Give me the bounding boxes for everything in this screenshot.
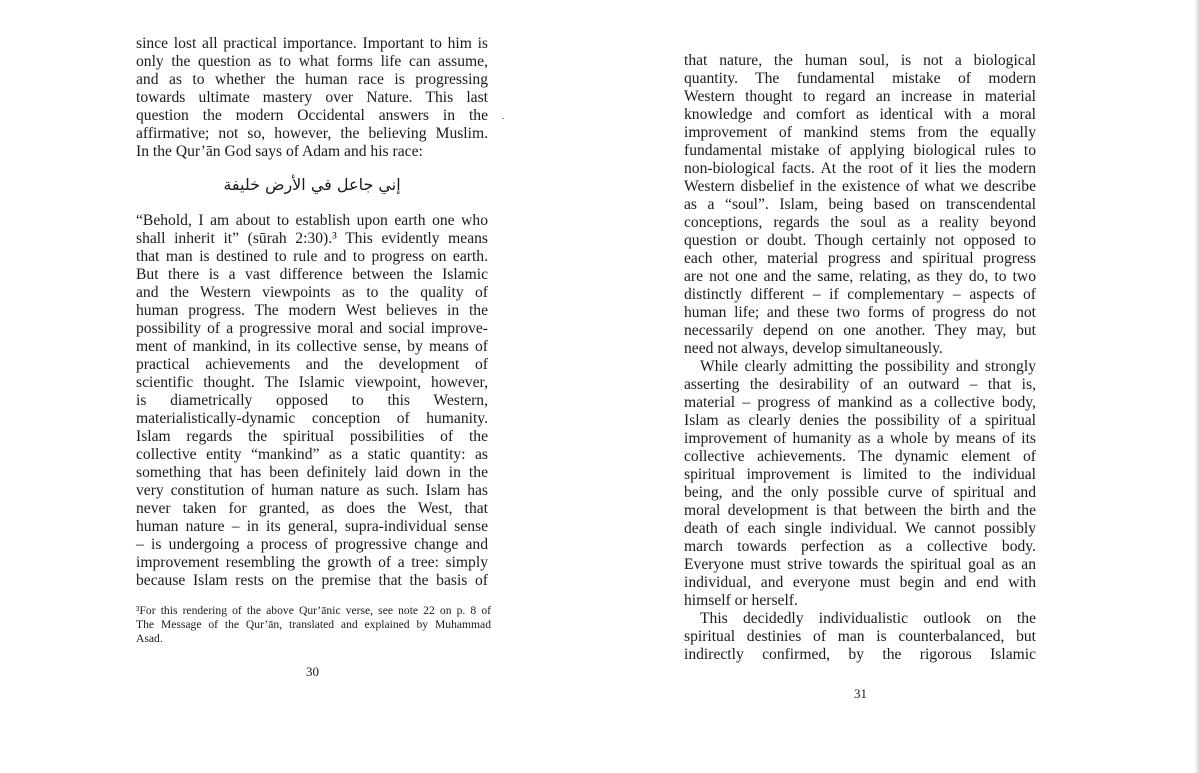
text-line: death of each single individual. We cannot possibly (684, 520, 1036, 537)
text-line: collective entity “mankind” as a static quantity: as (136, 446, 488, 463)
text-line: each other, material progress and spiritual progress (684, 250, 1036, 267)
text-line: as a “soul”. Islam, being based on transcendental (684, 196, 1036, 213)
text-line: While clearly admitting the possibility and strongly (700, 358, 1036, 375)
text-line: only the question as to what forms life can assume, (136, 53, 488, 70)
text-line: individual, and everyone must begin and end with (684, 574, 1036, 591)
text-line: human progress. The modern West believes in the (136, 302, 488, 319)
text-line: never taken for granted, as does the West, that (136, 500, 488, 517)
text-line: and as to whether the human race is progressing (136, 71, 488, 88)
text-line: is diametrically opposed to this Western, (136, 392, 488, 409)
text-line: are not one and the same, relating, as they do, to two (684, 268, 1036, 285)
text-line: that man is destined to rule and to progress on earth. (136, 248, 488, 265)
text-line: But there is a vast difference between the Islamic (136, 266, 488, 283)
text-line: scientific thought. The Islamic viewpoint, however, (136, 374, 488, 391)
text-line: question the modern Occidental answers in the (136, 107, 488, 124)
text-line: fundamental mistake of applying biological rules to (684, 142, 1036, 159)
text-line: moral development is that between the birth and the (684, 502, 1036, 519)
text-line: asserting the desirability of an outward – that is, (684, 376, 1036, 393)
text-line: distinctly different – if complementary – aspects of (684, 286, 1036, 303)
text-line: Everyone must strive towards the spiritual goal as an (684, 556, 1036, 573)
text-line: ment of mankind, in its collective sense, by means of (136, 338, 488, 355)
footnote-line: The Message of the Qur’ān, translated and explained by Muhammad (136, 618, 491, 631)
right-page (600, 0, 1200, 773)
text-line: collective achievements. The dynamic element of (684, 448, 1036, 465)
arabic-verse: إني جاعل في الأرض خليفة (223, 175, 401, 194)
text-line: spiritual improvement is limited to the individual (684, 466, 1036, 483)
text-line: conceptions, regards the soul as a reality beyond (684, 214, 1036, 231)
text-line: possibility of a progressive moral and social improve- (136, 320, 488, 337)
text-line: question or doubt. Though certainly not opposed to (684, 232, 1036, 249)
text-line: because Islam rests on the premise that the basis of (136, 572, 488, 589)
text-line: Islam as clearly denies the possibility of a spiritual (684, 412, 1036, 429)
scan-edge-shadow (1194, 0, 1200, 773)
text-line: himself or herself. (684, 592, 798, 609)
text-line: very constitution of human nature as such. Islam has (136, 482, 488, 499)
text-line: quantity. The fundamental mistake of modern (684, 70, 1036, 87)
text-line: affirmative; not so, however, the believing Muslim. (136, 125, 488, 142)
text-line: non-biological facts. At the root of it lies the modern (684, 160, 1036, 177)
text-line: shall inherit it” (sūrah 2:30).³ This evidently means (136, 230, 488, 247)
text-line: necessarily depend on one another. They may, but (684, 322, 1036, 339)
text-line: Islam regards the spiritual possibilities of the (136, 428, 488, 445)
text-line: and the Western viewpoints as to the quality of (136, 284, 488, 301)
text-line: being, and the only possible curve of spiritual and (684, 484, 1036, 501)
text-line: materialistically-dynamic conception of humanity. (136, 410, 488, 427)
page-number: 31 (854, 686, 867, 701)
text-line: – is undergoing a process of progressive change and (136, 536, 488, 553)
text-line: Western disbelief in the existence of what we describe (684, 178, 1036, 195)
text-line: This decidedly individualistic outlook on the (700, 610, 1036, 627)
text-line: human life; and these two forms of progress do not (684, 304, 1036, 321)
text-line: improvement of mankind stems from the equally (684, 124, 1036, 141)
text-line: improvement resembling the growth of a tree: simply (136, 554, 488, 571)
text-line: practical achievements and the development of (136, 356, 488, 373)
text-line: In the Qur’ān God says of Adam and his race: (136, 143, 423, 160)
text-line: “Behold, I am about to establish upon earth one who (136, 212, 488, 229)
footnote-line: Asad. (136, 632, 163, 645)
scan-speck (502, 118, 504, 119)
text-line: Western thought to regard an increase in material (684, 88, 1036, 105)
text-line: knowledge and comfort as identical with a moral (684, 106, 1036, 123)
text-line: march towards perfection as a collective body. (684, 538, 1036, 555)
page-number: 30 (306, 664, 319, 679)
text-line: towards ultimate mastery over Nature. This last (136, 89, 488, 106)
text-line: material – progress of mankind as a collective body, (684, 394, 1036, 411)
footnote-line: ³For this rendering of the above Qur’ānic verse, see note 22 on p. 8 of (136, 604, 491, 617)
text-line: since lost all practical importance. Important to him is (136, 35, 488, 52)
text-line: that nature, the human soul, is not a biological (684, 52, 1036, 69)
text-line: need not always, develop simultaneously. (684, 340, 943, 357)
text-line: indirectly confirmed, by the rigorous Islamic (684, 646, 1036, 663)
text-line: spiritual destinies of man is counterbalanced, but (684, 628, 1036, 645)
text-line: human nature – in its general, supra-individual sense (136, 518, 488, 535)
text-line: something that has been definitely laid down in the (136, 464, 488, 481)
text-line: improvement of humanity as a whole by means of its (684, 430, 1036, 447)
